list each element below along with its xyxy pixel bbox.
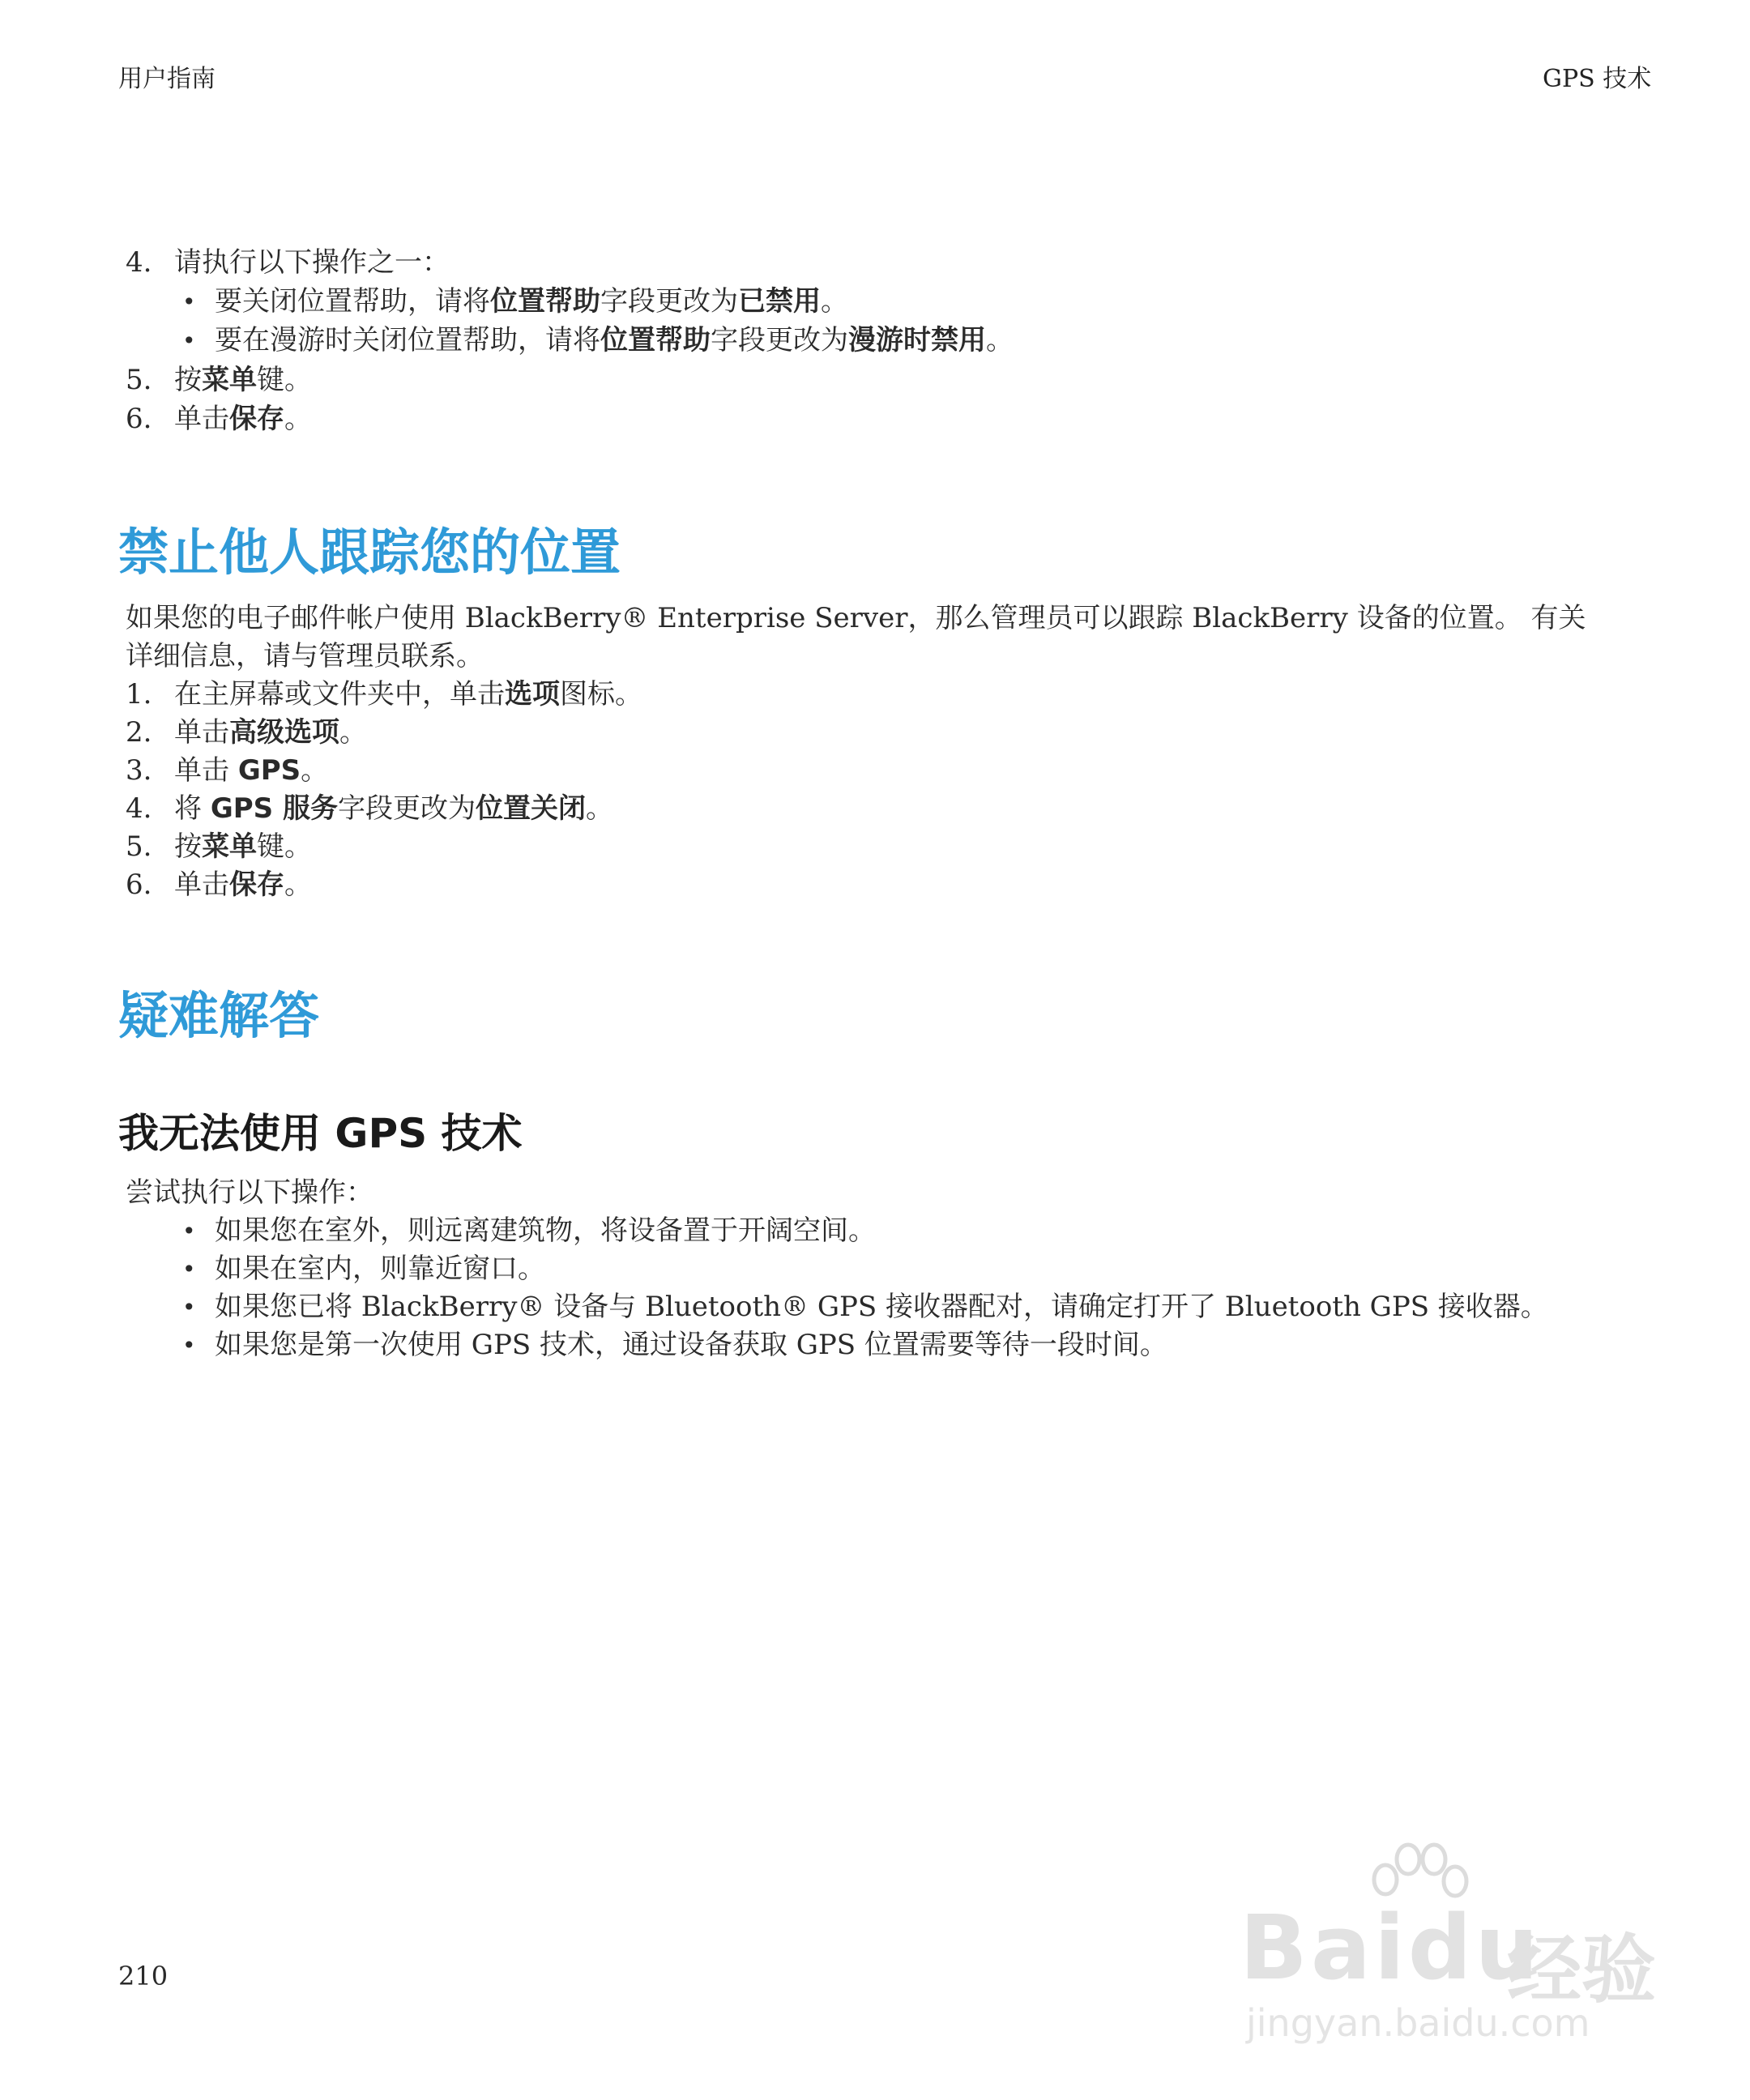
text-run: 单击 (174, 869, 229, 901)
watermark-logo: Baidu (1240, 1896, 1542, 2000)
step-number: 6. (126, 869, 152, 901)
step-number: 2. (126, 716, 152, 749)
text-run: 按 (174, 830, 202, 863)
step-number: 4. (126, 792, 152, 825)
step-text (174, 676, 642, 714)
text-run: 字段更改为 (337, 792, 476, 825)
bullet-text (215, 1288, 1548, 1326)
bold-term: 位置帮助 (600, 324, 711, 356)
bold-term: 保存 (229, 403, 284, 435)
bold-term: 保存 (229, 869, 284, 901)
text-run: 。 (986, 324, 1014, 356)
bullet-text (215, 1326, 1167, 1364)
section-title-stop-tracking: 禁止他人跟踪您的位置 (118, 523, 621, 582)
subsection-title: 我无法使用 GPS 技术 (118, 1110, 523, 1157)
bullet-text (215, 322, 1014, 360)
bullet: • (182, 288, 196, 315)
step-number: 4. (126, 246, 152, 279)
bold-term: 菜单 (202, 830, 257, 863)
text-run: 。 (284, 869, 312, 901)
step-text (174, 400, 312, 438)
step-number: 5. (126, 364, 152, 396)
text-run: 如果您在室外，则远离建筑物，将设备置于开阔空间。 (215, 1214, 876, 1247)
step-text (174, 714, 367, 752)
text-run: 字段更改为 (711, 324, 848, 356)
step-number: 5. (126, 830, 152, 863)
text-run: 字段更改为 (600, 285, 738, 318)
paragraph-line-2: 详细信息，请与管理员联系。 (126, 640, 484, 672)
text-run: 要关闭位置帮助，请将 (215, 285, 490, 318)
bold-term: 选项 (505, 678, 560, 711)
bullet: • (182, 327, 196, 354)
watermark-url: jingyan.baidu.com (1246, 2001, 1590, 2045)
page-number: 210 (118, 1961, 169, 1991)
section-title-troubleshooting: 疑难解答 (118, 986, 320, 1045)
text-run: 键。 (257, 830, 312, 863)
bullet: • (182, 1218, 196, 1244)
text-run: 如果您是第一次使用 GPS 技术，通过设备获取 GPS 位置需要等待一段时间。 (215, 1329, 1167, 1361)
step-number: 6. (126, 403, 152, 435)
step-text (174, 752, 328, 790)
bold-term: GPS (237, 754, 301, 787)
baidu-watermark (1240, 1839, 1661, 2045)
text-run: 如果在室内，则靠近窗口。 (215, 1253, 545, 1285)
step-number: 1. (126, 678, 152, 711)
bold-term: 高级选项 (229, 716, 339, 749)
text-run: 。 (821, 285, 848, 318)
text-run: 要在漫游时关闭位置帮助，请将 (215, 324, 600, 356)
step-number: 3. (126, 754, 152, 787)
text-run: 单击 (174, 716, 229, 749)
step-text (174, 866, 312, 904)
text-run: 。 (585, 792, 613, 825)
bullet-text (215, 1212, 876, 1250)
bold-term: 位置帮助 (490, 285, 600, 318)
text-run: 如果您已将 BlackBerry® 设备与 Bluetooth® GPS 接收器配对，请确定打开了 Bluetooth GPS 接收器。 (215, 1291, 1548, 1323)
text-run: 。 (339, 716, 367, 749)
text-run: 单击 (174, 754, 238, 787)
bold-term: 位置关闭 (475, 792, 586, 825)
text-run: 。 (284, 403, 312, 435)
bullet: • (182, 1332, 196, 1359)
text-run: 键。 (257, 364, 312, 396)
bold-term: 已禁用 (738, 285, 821, 318)
bullet: • (182, 1294, 196, 1321)
text-run: 在主屏幕或文件夹中，单击 (174, 678, 505, 711)
text-run: 图标。 (560, 678, 642, 711)
step-text (174, 828, 312, 866)
text-run: 。 (301, 754, 329, 787)
text-run: 将 (174, 792, 211, 825)
paragraph: 尝试执行以下操作： (126, 1176, 373, 1209)
bullet-text (215, 1250, 545, 1288)
text-run: 单击 (174, 403, 229, 435)
text-run: 按 (174, 364, 202, 396)
bullet-text (215, 283, 848, 321)
bold-term: 菜单 (202, 364, 257, 396)
watermark-label: 经验 (1507, 1927, 1657, 2013)
step-text (174, 790, 613, 828)
bold-term: 漫游时禁用 (848, 324, 986, 356)
text-run: 请执行以下操作之一： (174, 246, 450, 279)
paragraph-line-1: 如果您的电子邮件帐户使用 BlackBerry® Enterprise Server，那么管理员可以跟踪 BlackBerry 设备的位置。 有关 (126, 602, 1586, 634)
bold-term: GPS 服务 (210, 792, 338, 825)
step-text (174, 361, 312, 399)
running-header-right: GPS 技术 (1543, 65, 1652, 93)
running-header-left: 用户指南 (118, 65, 216, 93)
step-text (174, 244, 450, 282)
bullet: • (182, 1256, 196, 1283)
